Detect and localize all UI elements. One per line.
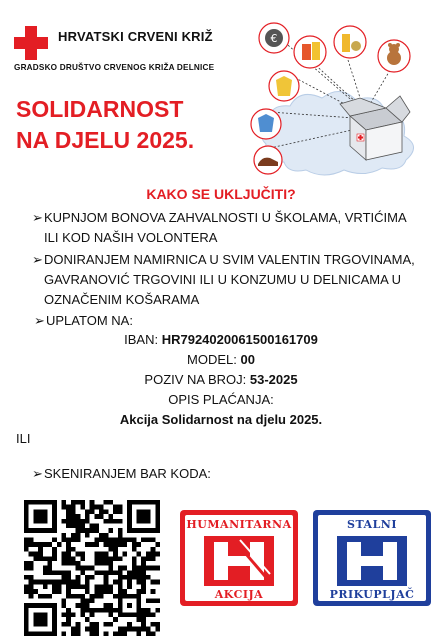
description-label: OPIS PLAĆANJA:	[168, 392, 274, 407]
section-heading: KAKO SE UKLJUČITI?	[146, 186, 296, 202]
bullet-line: KUPNJOM BONOVA ZAHVALNOSTI U ŠKOLAMA, VRTIĆIMA	[44, 210, 407, 225]
bullet-item-payment	[34, 311, 436, 331]
donation-box-illustration	[244, 12, 430, 182]
iban-line	[0, 331, 442, 349]
description-value: Akcija Solidarnost na djelu 2025.	[119, 412, 323, 427]
reference-label: POZIV NA BROJ:	[144, 372, 250, 387]
bullet-line: OZNAČENIM KOŠARAMA	[44, 292, 200, 307]
badge-bottom-label: AKCIJA	[214, 588, 264, 601]
title-line-1: SOLIDARNOST	[16, 96, 184, 122]
model-label: MODEL:	[187, 352, 241, 367]
iban-label: IBAN:	[124, 332, 162, 347]
iban-value: HR7924020061500161709	[161, 332, 318, 347]
badge-top-label: STALNI	[347, 518, 397, 531]
model-value: 00	[240, 352, 255, 367]
bullet-line: UPLATOM NA:	[46, 313, 133, 328]
red-h-logo-icon	[204, 536, 274, 586]
title-line-2: NA DJELU 2025.	[16, 127, 195, 153]
qr-code-icon[interactable]	[24, 500, 160, 636]
reference-line	[0, 371, 442, 389]
bullet-line: ILI KOD NAŠIH VOLONTERA	[44, 230, 218, 245]
svg-text:€: €	[270, 32, 278, 45]
red-cross-logo-icon	[14, 26, 48, 60]
badge-top-label: HUMANITARNA	[186, 518, 292, 531]
bullet-line: DONIRANJEM NAMIRNICA U SVIM VALENTIN TRGOVINAMA,	[44, 252, 415, 267]
bullet-item-groceries	[32, 250, 434, 310]
model-line	[0, 351, 442, 369]
or-separator: ILI	[16, 431, 31, 446]
blue-h-logo-icon	[337, 536, 407, 586]
permanent-collector-badge	[313, 510, 431, 606]
bullet-item-vouchers	[32, 208, 434, 248]
arrow-bullet-icon: ➢	[32, 210, 43, 225]
arrow-bullet-icon: ➢	[34, 313, 45, 328]
bullet-line: SKENIRANJEM BAR KODA:	[44, 466, 211, 481]
bullet-item-scan	[32, 464, 434, 484]
organization-name: HRVATSKI CRVENI KRIŽ	[58, 29, 213, 44]
arrow-bullet-icon: ➢	[32, 466, 43, 481]
reference-value: 53-2025	[249, 372, 298, 387]
page-title	[16, 94, 194, 156]
humanitarian-action-badge	[180, 510, 298, 606]
organization-subtitle: GRADSKO DRUŠTVO CRVENOG KRIŽA DELNICE	[14, 63, 215, 72]
badge-bottom-label: PRIKUPLJAČ	[329, 588, 415, 601]
bullet-line: GAVRANOVIĆ TRGOVINI ILI U KONZUMU U DELNICAMA U	[44, 272, 402, 287]
arrow-bullet-icon: ➢	[32, 252, 43, 267]
